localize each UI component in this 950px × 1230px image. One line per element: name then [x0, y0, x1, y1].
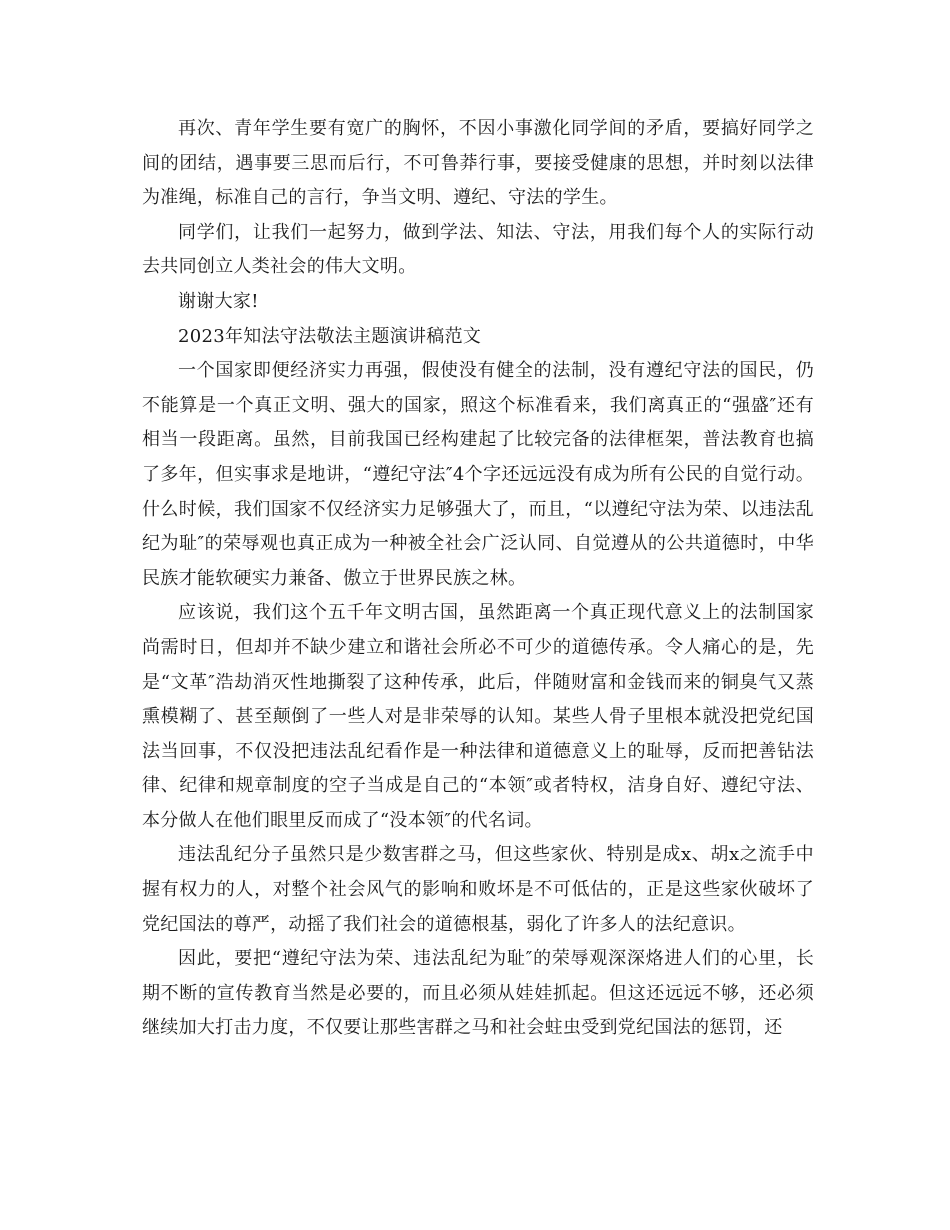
paragraph-conclusion-advice: 再次、青年学生要有宽广的胸怀，不因小事激化同学间的矛盾，要搞好同学之间的团结，遇事要三思而后行，不可鲁莽行事，要接受健康的思想，并时刻以法律为准绳，标准自己的言行，争当文明、遵纪、守法的学生。 — [142, 118, 814, 209]
document-page — [142, 112, 814, 1046]
paragraph-offenders: 违法乱纪分子虽然只是少数害群之马，但这些家伙、特别是成x、胡x之流手中握有权力的人，对整个社会风气的影响和败坏是不可低估的，正是这些家伙破坏了党纪国法的尊严，动摇了我们社会的道德根基，弱化了许多人的法纪意识。 — [142, 844, 814, 935]
paragraph-national-strength: 一个国家即便经济实力再强，假使没有健全的法制，没有遵纪守法的国民，仍不能算是一个真正文明、强大的国家，照这个标准看来，我们离真正的“强盛″还有相当一段距离。虽然，目前我国已经构建起了比较完备的法律框架，普法教育也搞了多年，但实事求是地讲，“遵纪守法″4个字还远远没有成为所有公民的自觉行动。什么时候，我们国家不仅经济实力足够强大了，而且，“以遵纪守法为荣、以违法乱纪为耻″的荣辱观也真正成为一种被全社会广泛认同、自觉遵从的公共道德时，中华民族才能软硬实力兼备、傲立于世界民族之林。 — [142, 360, 814, 589]
paragraph-call-to-action: 同学们，让我们一起努力，做到学法、知法、守法，用我们每个人的实际行动去共同创立人类社会的伟大文明。 — [142, 221, 814, 278]
paragraph-therefore: 因此，要把“遵纪守法为荣、违法乱纪为耻″的荣辱观深深烙进人们的心里，长期不断的宣传教育当然是必要的，而且必须从娃娃抓起。但这还远远不够，还必须继续加大打击力度，不仅要让那些害群之马和社会蛀虫受到党纪国法的惩罚，还 — [142, 948, 814, 1039]
paragraph-moral-heritage: 应该说，我们这个五千年文明古国，虽然距离一个真正现代意义上的法制国家尚需时日，但却并不缺少建立和谐社会所必不可少的道德传承。令人痛心的是，先是“文革″浩劫消灭性地撕裂了这种传承，此后，伴随财富和金钱而来的铜臭气又蒸熏模糊了、甚至颠倒了一些人对是非荣辱的认知。某些人骨子里根本就没把党纪国法当回事，不仅没把违法乱纪看作是一种法律和道德意义上的耻辱，反而把善钻法律、纪律和规章制度的空子当成是自己的“本领″或者特权，洁身自好、遵纪守法、本分做人在他们眼里反而成了“没本领″的代名词。 — [142, 602, 814, 831]
section-title: 2023年知法守法敬法主题演讲稿范文 — [178, 325, 482, 347]
paragraph-thanks: 谢谢大家! — [178, 290, 259, 312]
